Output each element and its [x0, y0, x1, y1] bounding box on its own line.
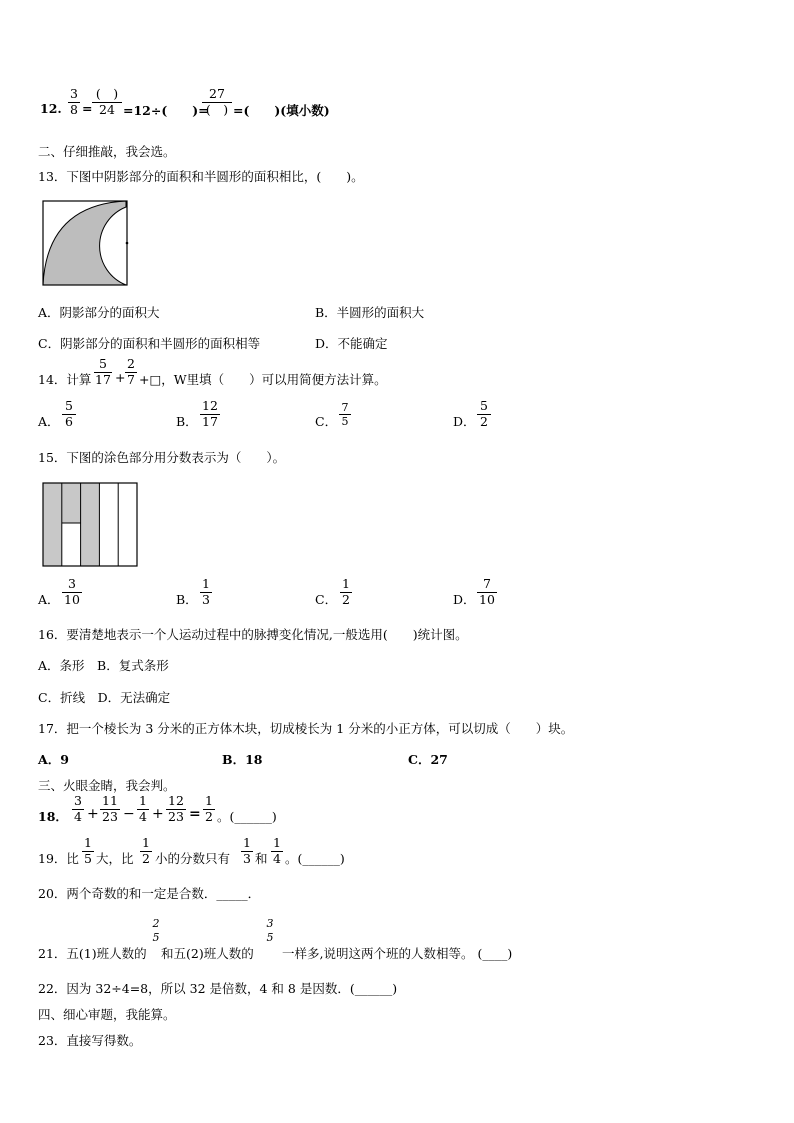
q14-fraction-2: 2 7 — [125, 358, 137, 386]
q21-prefix: 21．五(1)班人数的 — [38, 946, 147, 961]
q15-option-a-fraction: 3 10 — [62, 578, 82, 606]
q14-option-a-label: A． — [38, 414, 60, 429]
q20-text: 20．两个奇数的和一定是合数．_____． — [38, 886, 261, 901]
q15-option-a-label: A． — [38, 592, 60, 607]
q18-fraction-2: 11 23 — [100, 795, 120, 823]
section-2-heading: 二、仔细推敲，我会选。 — [38, 144, 176, 159]
q17-text: 17．把一个棱长为 3 分米的正方体木块，切成棱长为 1 分米的小正方体，可以切成（ ）块。 — [38, 721, 574, 736]
q15-rectangle-figure — [42, 482, 138, 568]
q19-tail: 。(______) — [285, 851, 345, 866]
q18-number: 18． — [38, 809, 68, 824]
q14-plus: + — [115, 370, 126, 385]
q19-fraction-4: 1 4 — [271, 837, 283, 865]
q17-option-c: C．27 — [408, 752, 448, 767]
q22-text: 22．因为 32÷4=8，所以 32 是倍数，4 和 8 是因数．(______) — [38, 981, 398, 996]
q15-option-c-fraction: 1 2 — [340, 578, 352, 606]
q16-text: 16．要清楚地表示一个人运动过程中的脉搏变化情况,一般选用( )统计图。 — [38, 627, 468, 642]
q16-options-line-1: A．条形 B．复式条形 — [38, 658, 169, 673]
q15-option-d-label: D． — [453, 592, 476, 607]
q21-fraction-2: 3 5 — [266, 917, 274, 944]
q12-middle: =12÷( )= — [123, 103, 209, 118]
q12-equals: = — [82, 101, 93, 116]
q14-prefix: 14．计算 — [38, 372, 92, 387]
q21-tail: 一样多,说明这两个班的人数相等。 (____) — [282, 946, 513, 961]
q14-option-d-fraction: 5 2 — [477, 400, 491, 428]
q12-number: 12. — [40, 101, 62, 116]
q12-fraction-1: 3 8 — [68, 88, 80, 116]
q18-fraction-5: 1 2 — [203, 795, 215, 823]
q14-option-c-fraction: 7 5 — [339, 402, 351, 427]
q14-option-c-label: C． — [315, 414, 338, 429]
q13-option-c: C．阴影部分的面积和半圆形的面积相等 — [38, 336, 261, 351]
q15-option-d-fraction: 7 10 — [477, 578, 497, 606]
q15-option-c-label: C． — [315, 592, 338, 607]
q13-option-b: B．半圆形的面积大 — [315, 305, 425, 320]
q15-option-b-fraction: 1 3 — [200, 578, 212, 606]
q14-fraction-1: 5 17 — [95, 356, 111, 387]
q19-fraction-2: 1 2 — [140, 837, 152, 865]
q21-middle: 和五(2)班人数的 — [161, 946, 254, 961]
q18-op-2: − — [123, 806, 135, 822]
q14-rest: +□，W里填（ ）可以用简便方法计算。 — [139, 372, 387, 387]
q19-mid-2: 小的分数只有 — [155, 851, 231, 866]
section-4-heading: 四、细心审题，我能算。 — [38, 1007, 176, 1022]
q18-op-1: + — [87, 806, 99, 822]
q18-tail: 。(______) — [217, 809, 277, 824]
q13-shaded-region — [43, 201, 126, 285]
q13-option-a: A．阴影部分的面积大 — [38, 305, 160, 320]
q14-option-a-fraction: 5 6 — [62, 400, 76, 428]
q14-option-b-fraction: 12 17 — [200, 400, 220, 428]
q12-fraction-2: ( ) 24 — [92, 88, 122, 116]
section-3-heading: 三、火眼金睛，我会判。 — [38, 778, 176, 793]
q19-prefix: 19．比 — [38, 851, 79, 866]
q18-fraction-1: 3 4 — [72, 795, 84, 823]
q17-option-a: A．9 — [38, 752, 69, 767]
q18-fraction-4: 12 23 — [166, 795, 186, 823]
q15-option-b-label: B． — [176, 592, 198, 607]
q18-op-4: = — [189, 806, 201, 822]
q13-option-d: D．不能确定 — [315, 336, 388, 351]
q12-tail: =( )(填小数) — [233, 103, 330, 118]
q21-fraction-1: 2 5 — [152, 917, 160, 944]
q19-fraction-3: 1 3 — [241, 837, 253, 865]
q19-mid-3: 和 — [255, 851, 268, 866]
q13-text: 13．下图中阴影部分的面积和半圆形的面积相比，( )。 — [38, 169, 364, 184]
q19-mid-1: 大，比 — [96, 851, 134, 866]
q15-text: 15．下图的涂色部分用分数表示为（ ）。 — [38, 450, 286, 465]
q18-op-3: + — [152, 806, 164, 822]
q13-semicircle-figure — [42, 200, 132, 290]
q18-fraction-3: 1 4 — [137, 795, 149, 823]
q14-option-d-label: D． — [453, 414, 476, 429]
q17-option-b: B．18 — [222, 752, 263, 767]
q19-fraction-1: 1 5 — [82, 837, 94, 865]
q14-option-b-label: B． — [176, 414, 198, 429]
q12-fraction-3: 27 ( ) — [202, 88, 232, 116]
q16-options-line-2: C．折线 D．无法确定 — [38, 690, 171, 705]
q23-text: 23．直接写得数。 — [38, 1033, 142, 1048]
